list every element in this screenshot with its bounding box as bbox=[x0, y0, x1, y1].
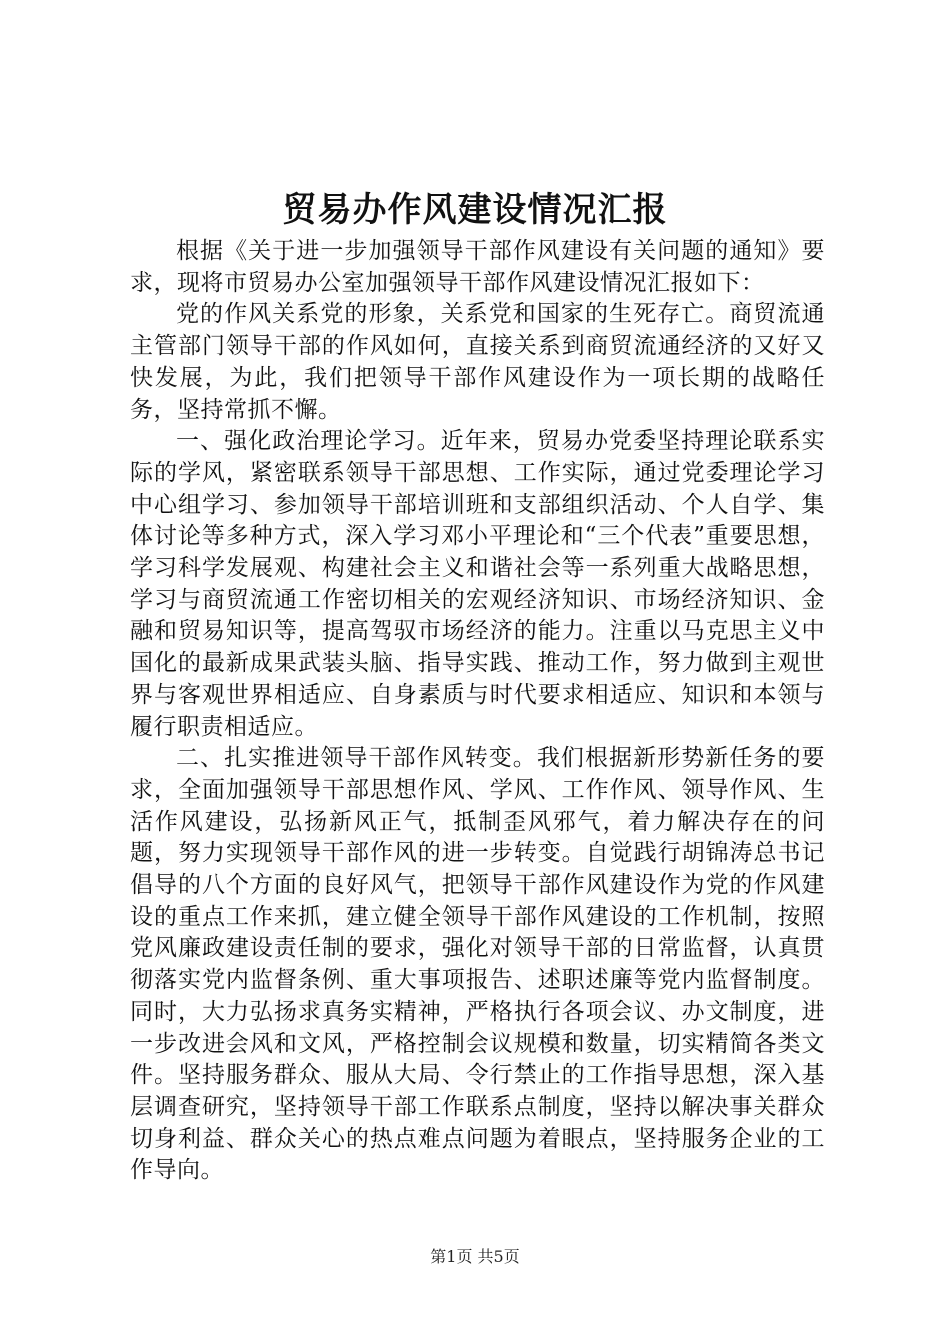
page-number-footer: 第1页 共5页 bbox=[430, 1247, 520, 1266]
document-title: 贸易办作风建设情况汇报 bbox=[282, 190, 668, 230]
paragraph-party-style: 党的作风关系党的形象，关系党和国家的生死存亡。商贸流通主管部门领导干部的作风如何，直接关系到商贸流通经济的又好又快发展，为此，我们把领导干部作风建设作为一项长期的战略任务，坚持常抓不懈。 bbox=[130, 301, 825, 423]
paragraph-section-two: 二、扎实推进领导干部作风转变。我们根据新形势新任务的要求，全面加强领导干部思想作风、学风、工作作风、领导作风、生活作风建设，弘扬新风正气，抵制歪风邪气，着力解决存在的问题，努力实现领导干部作风的进一步转变。自觉践行胡锦涛总书记倡导的八个方面的良好风气，把领导干部作风建设作为党的作风建设的重点工作来抓，建立健全领导干部作风建设的工作机制，按照党风廉政建设责任制的要求，强化对领导干部的日常监督，认真贯彻落实党内监督条例、重大事项报告、述职述廉等党内监督制度。同时，大力弘扬求真务实精神，严格执行各项会议、办文制度，进一步改进会风和文风，严格控制会议规模和数量，切实精简各类文件。坚持服务群众、服从大局、令行禁止的工作指导思想，深入基层调查研究，坚持领导干部工作联系点制度，坚持以解决事关群众切身利益、群众关心的热点难点问题为着眼点，坚持服务企业的工作导向。 bbox=[130, 745, 825, 1184]
paragraph-section-one: 一、强化政治理论学习。近年来，贸易办党委坚持理论联系实际的学风，紧密联系领导干部思想、工作实际，通过党委理论学习中心组学习、参加领导干部培训班和支部组织活动、个人自学、集体讨论等多种方式，深入学习邓小平理论和“三个代表”重要思想，学习科学发展观、构建社会主义和谐社会等一系列重大战略思想，学习与商贸流通工作密切相关的宏观经济知识、市场经济知识、金融和贸易知识等，提高驾驭市场经济的能力。注重以马克思主义中国化的最新成果武装头脑、指导实践、推动工作，努力做到主观世界与客观世界相适应、自身素质与时代要求相适应、知识和本领与履行职责相适应。 bbox=[130, 428, 825, 740]
paragraph-intro: 根据《关于进一步加强领导干部作风建设有关问题的通知》要求，现将市贸易办公室加强领导干部作风建设情况汇报如下： bbox=[130, 238, 825, 296]
document-body bbox=[130, 236, 825, 1187]
